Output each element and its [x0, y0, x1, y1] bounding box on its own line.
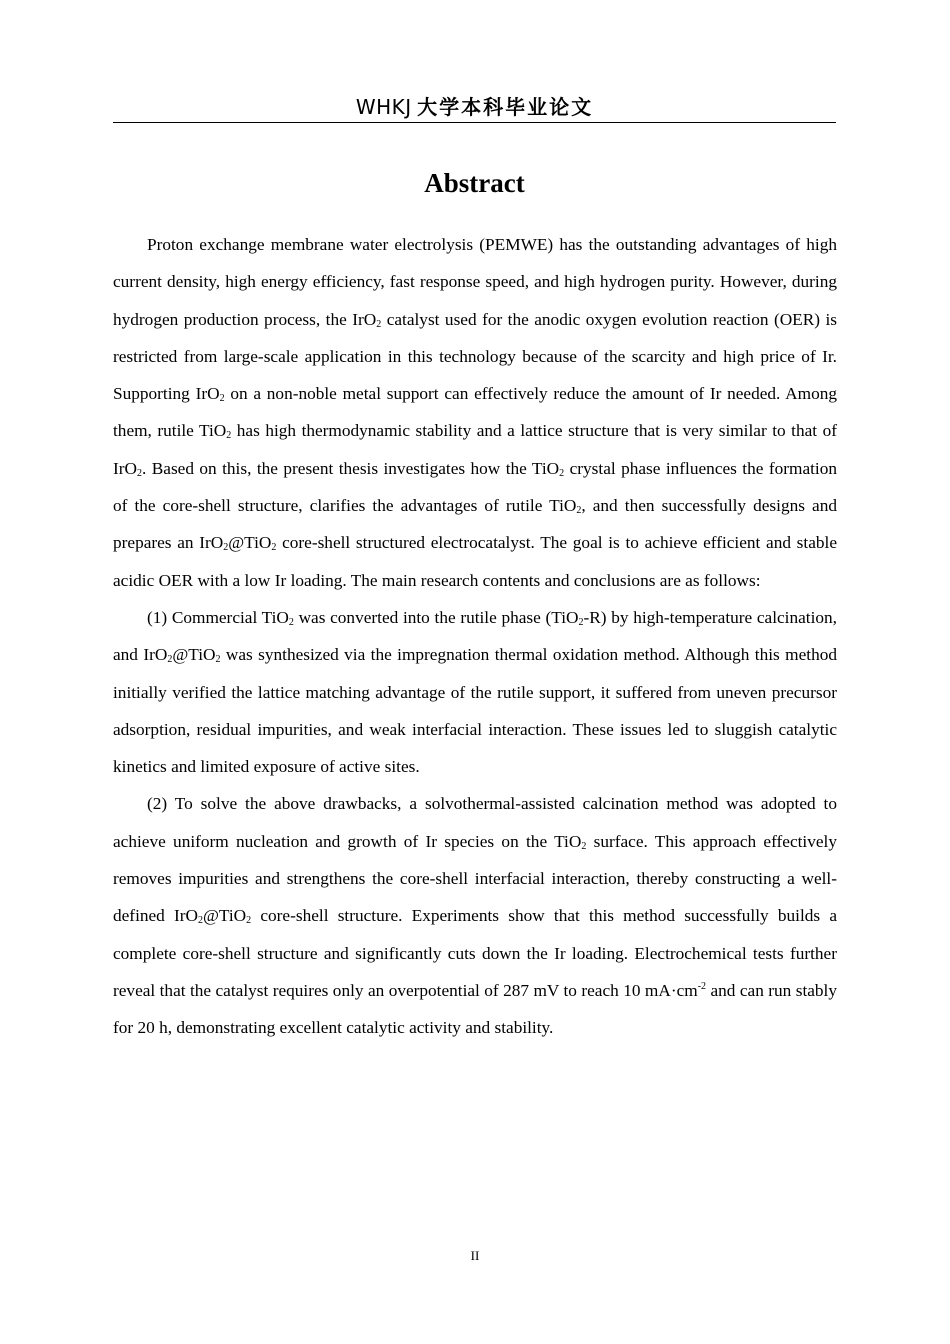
text-run: (2) To solve the above drawbacks, a solvothermal-assisted calcination method was adopted to achieve uniform nucleation and growth of Ir species on the TiO — [113, 794, 837, 851]
text-run: surface. This approach effectively removes impurities and strengthens the core-shell interfacial interaction, thereby constructing a well-defined IrO — [113, 831, 837, 926]
text-run: , and then successfully designs and prepares an IrO — [113, 496, 837, 553]
text-run: core-shell structure. Experiments show that this method successfully builds a complete core-shell structure and significantly cuts down the Ir loading. Electrochemical tests further reveal that the catalyst requires only an overpotential of 287 mV to reach 10 mA·cm — [113, 906, 837, 1000]
subscript: 2 — [271, 542, 277, 554]
text-run: @TiO — [228, 533, 272, 553]
text-run: was converted into the rutile phase (TiO — [293, 607, 579, 627]
subscript: 2 — [581, 840, 587, 852]
subscript: 2 — [219, 393, 225, 405]
text-run: was synthesized via the impregnation thermal oxidation method. Although this method initially verified the lattice matching advantage of the rutile support, it suffered from uneven precursor adsorption, residual impurities, and weak interfacial interaction. These issues led to sluggish catalytic kinetics and limited exposure of active sites. — [113, 645, 838, 777]
abstract-paragraph — [113, 226, 837, 599]
subscript: 2 — [226, 430, 232, 442]
text-run: core-shell structured electrocatalyst. The goal is to achieve efficient and stable acidic OER with a low Ir loading. The main research contents and conclusions are as follows: — [113, 533, 837, 590]
abstract-paragraph — [113, 785, 837, 1046]
subscript: 2 — [376, 318, 382, 330]
subscript: 2 — [578, 616, 584, 628]
header-school: WHKJ — [355, 95, 412, 119]
header-thesis-title: 大学本科毕业论文 — [417, 95, 594, 119]
subscript: 2 — [246, 915, 252, 927]
text-run: (1) Commercial TiO — [147, 607, 289, 627]
text-run: . Based on this, the present thesis investigates how the TiO — [142, 458, 560, 478]
text-run: catalyst used for the anodic oxygen evolution reaction (OER) is restricted from large-scale application in this technology because of the scarcity and high price of Ir. Supporting IrO — [113, 309, 838, 404]
abstract-body — [113, 226, 837, 1047]
subscript: 2 — [198, 915, 204, 927]
subscript: 2 — [215, 654, 221, 666]
text-run: and can run stably for 20 h, demonstrating excellent catalytic activity and stability. — [113, 980, 837, 1038]
text-run: on a non-noble metal support can effectively reduce the amount of Ir needed. Among them, rutile TiO — [113, 384, 837, 441]
abstract-paragraph — [113, 599, 837, 785]
text-run: -R) by high-temperature calcination, and IrO — [113, 607, 838, 665]
subscript: 2 — [288, 616, 294, 628]
text-run: @TiO — [172, 645, 216, 665]
subscript: 2 — [576, 505, 582, 517]
superscript: -2 — [697, 980, 707, 992]
subscript: 2 — [137, 467, 142, 479]
subscript: 2 — [559, 467, 565, 479]
text-run: has high thermodynamic stability and a lattice structure that is very similar to that of IrO — [113, 421, 837, 478]
subscript: 2 — [167, 654, 173, 666]
subscript: 2 — [223, 542, 229, 554]
page-header — [113, 92, 836, 123]
page-number: II — [470, 1248, 480, 1263]
text-run: Proton exchange membrane water electrolysis (PEMWE) has the outstanding advantages of high current density, high energy efficiency, fast response speed, and high hydrogen purity. However, during hydrogen production process, the IrO — [113, 235, 837, 329]
text-run: crystal phase influences the formation of the core-shell structure, clarifies the advantages of rutile TiO — [113, 458, 837, 516]
abstract-title: Abstract — [424, 168, 525, 198]
text-run: @TiO — [203, 906, 247, 926]
